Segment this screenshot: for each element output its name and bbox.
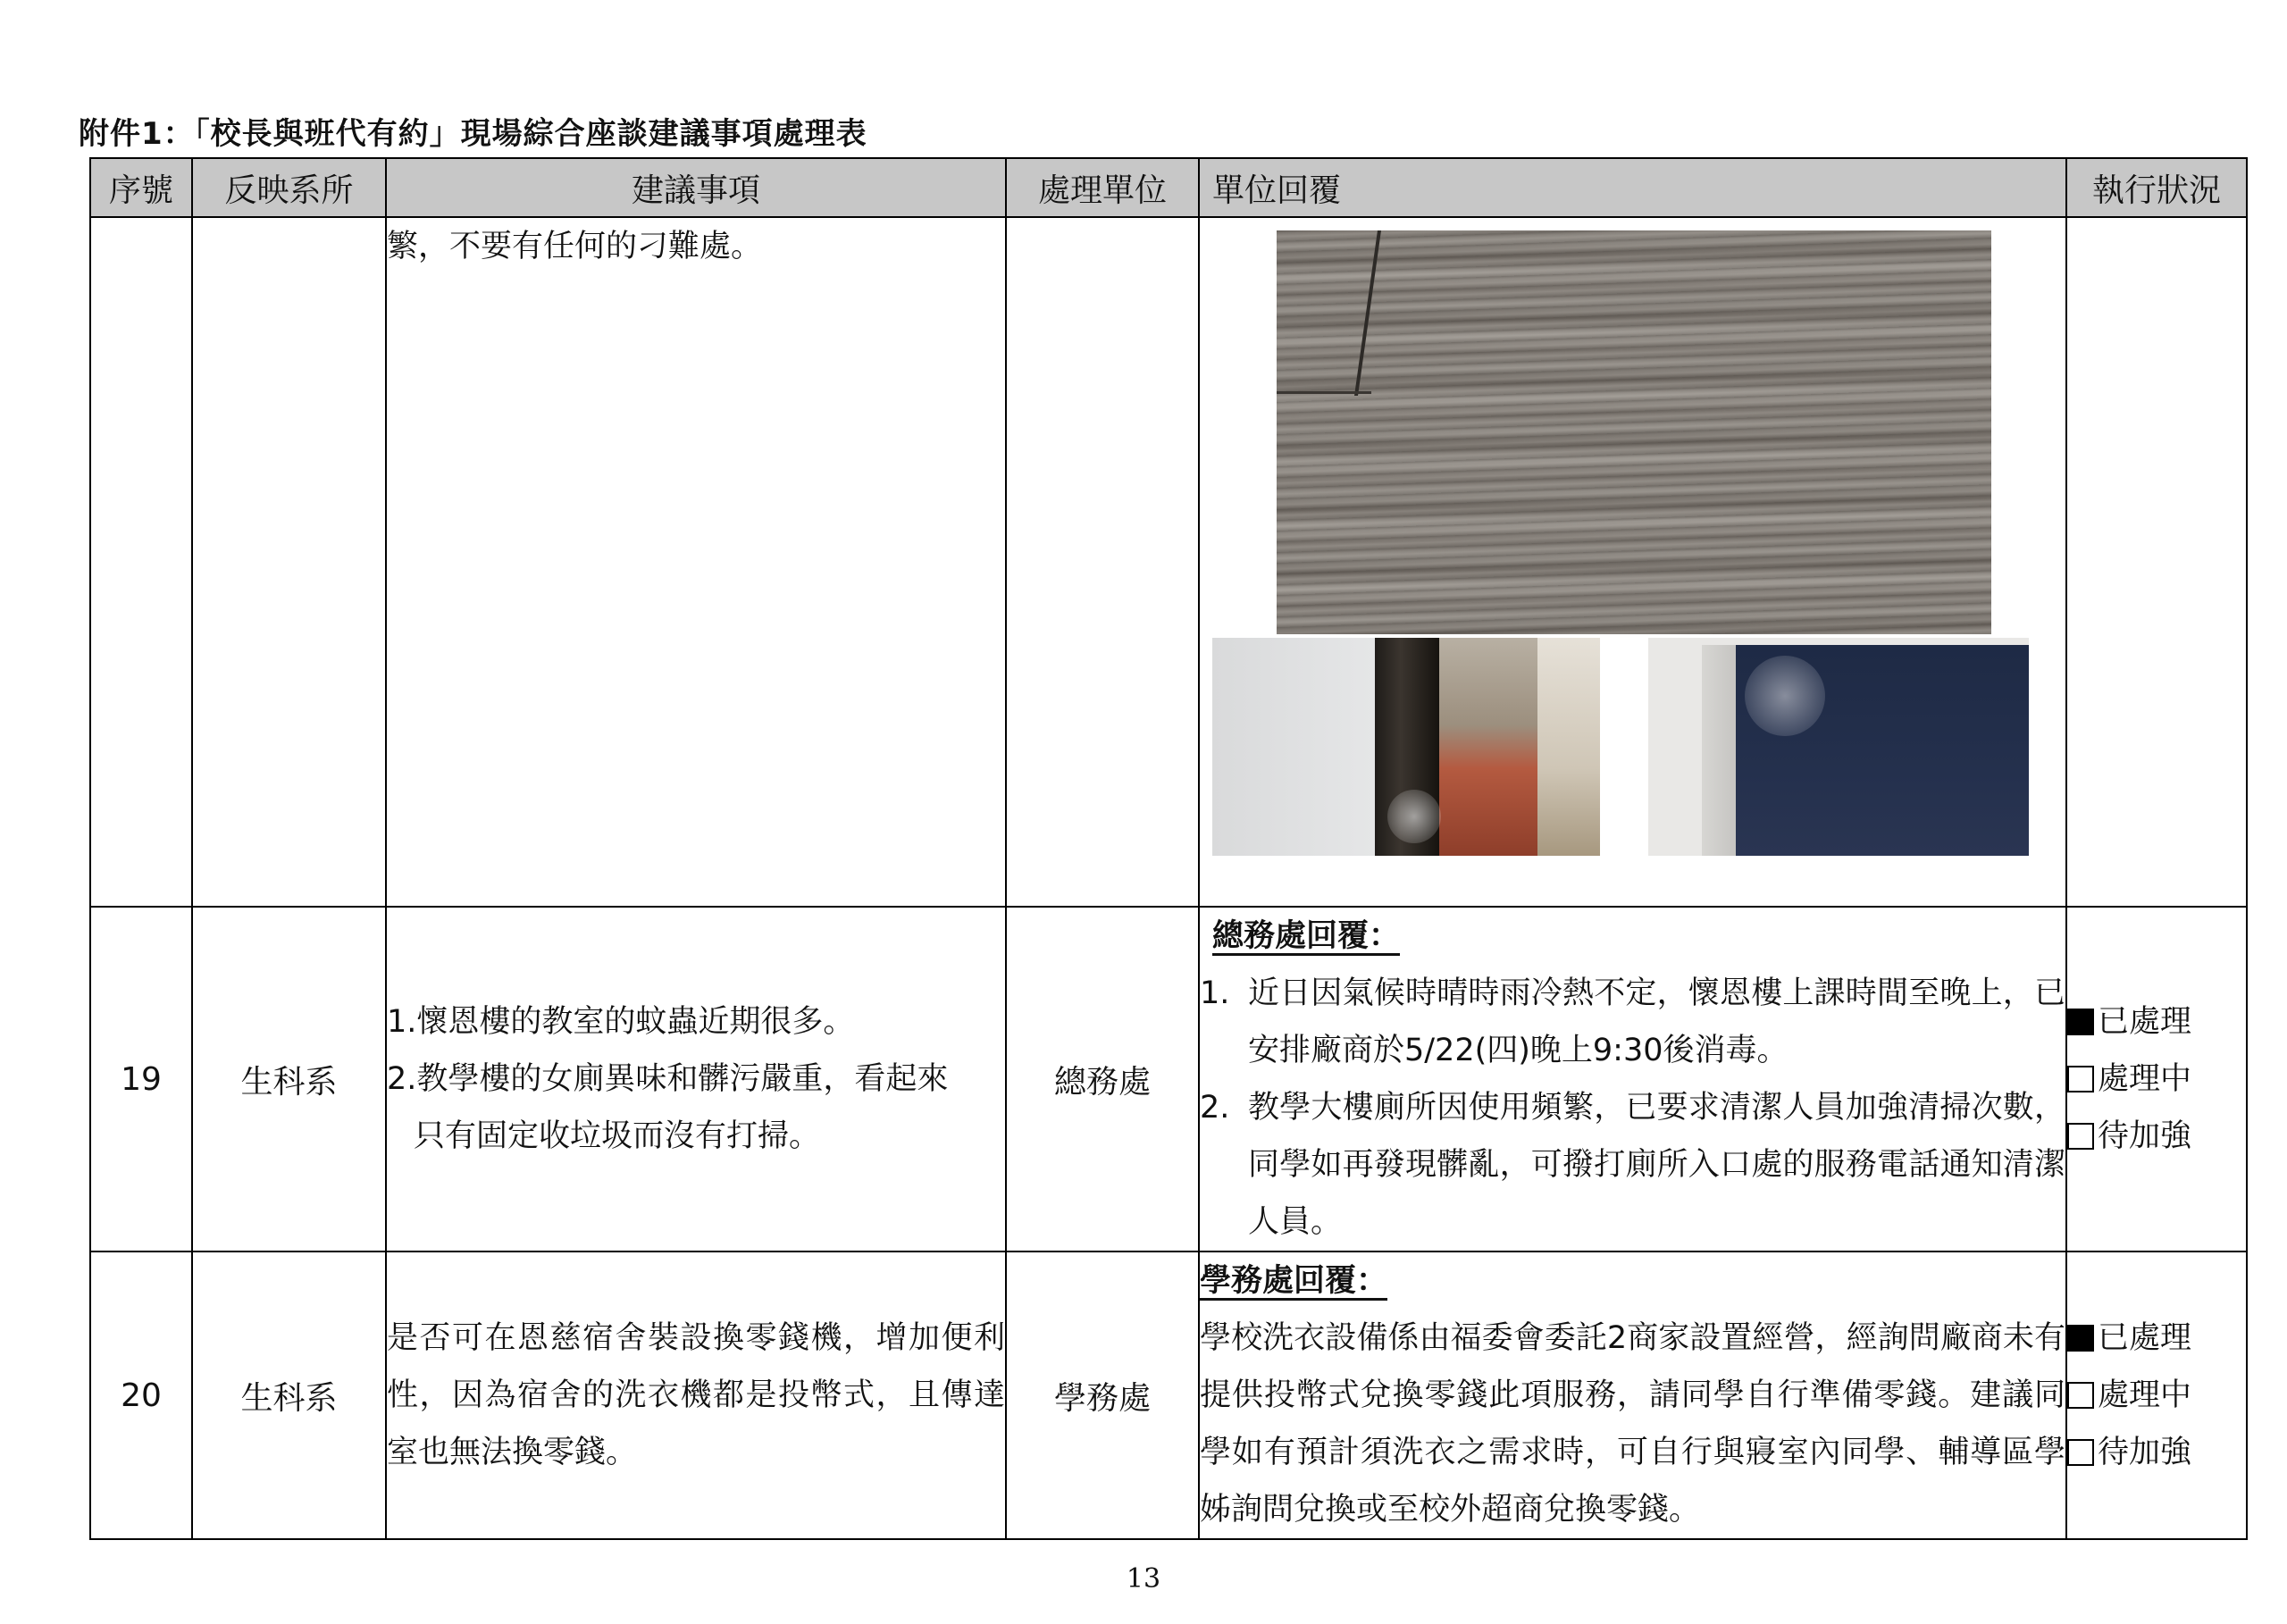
reply-cell <box>1199 217 2066 907</box>
serial-cell: 19 <box>90 907 192 1251</box>
status-option[interactable] <box>2067 1424 2246 1481</box>
reply-item-number: 1. <box>1200 975 1230 1011</box>
status-label: 已處理 <box>2098 1004 2192 1040</box>
suggestion-line: 1.懷恩樓的教室的蚊蟲近期很多。 <box>387 1004 855 1040</box>
header-handling-unit: 處理單位 <box>1006 158 1199 217</box>
header-serial: 序號 <box>90 158 192 217</box>
reply-list-item <box>1200 965 2065 1079</box>
suggestion-text: 是否可在恩慈宿舍裝設換零錢機，增加便利性，因為宿舍的洗衣機都是投幣式，且傳達室也無法換零錢。 <box>387 1320 1005 1470</box>
wood-floor-photo <box>1277 230 1991 634</box>
reply-header: 學務處回覆： <box>1200 1263 1388 1299</box>
suggestion-table <box>89 157 2248 1540</box>
status-label: 待加強 <box>2098 1118 2192 1154</box>
status-option[interactable] <box>2067 1051 2246 1108</box>
table-row <box>90 217 2247 907</box>
reply-item-text: 近日因氣候時晴時雨冷熱不定，懷恩樓上課時間至晚上，已安排廠商於5/22(四)晚上9:30後消毒。 <box>1248 975 2065 1068</box>
reply-cell <box>1199 1251 2066 1539</box>
serial-cell: 20 <box>90 1251 192 1539</box>
reply-text: 學校洗衣設備係由福委會委託2商家設置經營，經詢問廠商未有提供投幣式兌換零錢此項服務，請同學自行準備零錢。建議同學如有預計須洗衣之需求時，可自行與寢室內同學、輔導區學姊詢問兌換或至校外超商兌換零錢。 <box>1200 1320 2065 1528</box>
handling-unit-cell <box>1006 217 1199 907</box>
checked-checkbox-icon[interactable] <box>2067 1009 2094 1035</box>
suggestion-cell <box>386 217 1006 907</box>
status-label: 待加強 <box>2098 1435 2192 1470</box>
status-label: 處理中 <box>2098 1061 2192 1097</box>
suggestion-cell <box>386 1251 1006 1539</box>
wall-cobweb-photo <box>1648 638 2029 856</box>
reply-list-item <box>1200 1079 2065 1251</box>
table-row <box>90 907 2247 1251</box>
suggestion-line: 只有固定收垃圾而沒有打掃。 <box>414 1118 821 1154</box>
status-option[interactable] <box>2067 1108 2246 1165</box>
department-cell: 生科系 <box>192 1251 386 1539</box>
department-cell: 生科系 <box>192 907 386 1251</box>
page-number: 13 <box>1126 1563 1161 1595</box>
header-suggestion: 建議事項 <box>386 158 1006 217</box>
handling-unit-cell: 學務處 <box>1006 1251 1199 1539</box>
status-cell <box>2066 217 2247 907</box>
reply-header: 總務處回覆： <box>1212 918 1401 954</box>
status-option[interactable] <box>2067 993 2246 1051</box>
suggestion-cell <box>386 907 1006 1251</box>
header-department: 反映系所 <box>192 158 386 217</box>
serial-cell <box>90 217 192 907</box>
status-option[interactable] <box>2067 1367 2246 1424</box>
handling-unit-cell: 總務處 <box>1006 907 1199 1251</box>
door-frame-cobweb-photo <box>1212 638 1600 856</box>
suggestion-line: 2.教學樓的女廁異味和髒污嚴重，看起來 <box>387 1061 949 1097</box>
status-label: 已處理 <box>2098 1320 2192 1356</box>
status-cell <box>2066 1251 2247 1539</box>
checked-checkbox-icon[interactable] <box>2067 1325 2094 1352</box>
suggestion-text: 繁，不要有任何的刁難處。 <box>387 229 763 264</box>
reply-photos <box>1200 218 2067 906</box>
unchecked-checkbox-icon[interactable] <box>2067 1382 2094 1409</box>
header-status: 執行狀況 <box>2066 158 2247 217</box>
department-cell <box>192 217 386 907</box>
unchecked-checkbox-icon[interactable] <box>2067 1439 2094 1466</box>
table-row <box>90 1251 2247 1539</box>
reply-item-number: 2. <box>1200 1090 1230 1126</box>
status-option[interactable] <box>2067 1310 2246 1367</box>
reply-cell <box>1199 907 2066 1251</box>
reply-item-text: 教學大樓廁所因使用頻繁，已要求清潔人員加強清掃次數，同學如再發現髒亂，可撥打廁所入口處的服務電話通知清潔人員。 <box>1248 1090 2065 1240</box>
table-header-row <box>90 158 2247 217</box>
unchecked-checkbox-icon[interactable] <box>2067 1066 2094 1092</box>
document-title: 附件1：「校長與班代有約」現場綜合座談建議事項處理表 <box>79 116 867 152</box>
unchecked-checkbox-icon[interactable] <box>2067 1123 2094 1150</box>
header-unit-reply: 單位回覆 <box>1199 158 2066 217</box>
status-label: 處理中 <box>2098 1377 2192 1413</box>
status-cell <box>2066 907 2247 1251</box>
